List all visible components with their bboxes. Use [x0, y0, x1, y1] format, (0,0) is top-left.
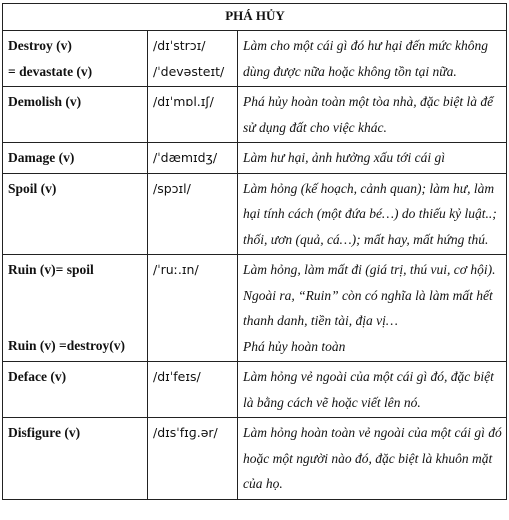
word-text: Destroy (v): [8, 38, 72, 53]
table-row: [3, 87, 507, 143]
ipa-cell: /dɪsˈfɪɡ.ər/: [148, 418, 238, 500]
word-cell: [3, 255, 148, 362]
ipa-text: /ˈdevəsteɪt/: [153, 63, 225, 79]
word-cell: Disfigure (v): [3, 418, 148, 500]
table-title: PHÁ HỦY: [3, 4, 507, 31]
meaning-cell: Làm hỏng vẻ ngoài của một cái gì đó, đặc biệt là bằng cách vẽ hoặc viết lên nó.: [238, 362, 507, 418]
word-cell: Damage (v): [3, 143, 148, 174]
meaning-text: Làm hỏng, làm mất đi (giá trị, thú vui, cơ hội). Ngoài ra, “Ruin” còn có nghĩa là làm mất hết thanh danh, tiền tài, địa vị…: [243, 262, 496, 328]
table-row: [3, 255, 507, 362]
word-cell: Spoil (v): [3, 173, 148, 255]
ipa-cell: [148, 31, 238, 87]
word-text: Ruin (v)= spoil: [8, 262, 94, 277]
meaning-cell: Phá hủy hoàn toàn một tòa nhà, đặc biệt là để sử dụng đất cho việc khác.: [238, 87, 507, 143]
ipa-cell: /spɔɪl/: [148, 173, 238, 255]
table-row: [3, 31, 507, 87]
meaning-text-extra: Phá hủy hoàn toàn: [243, 338, 346, 354]
meaning-cell: Làm cho một cái gì đó hư hại đến mức không dùng được nữa hoặc không tồn tại nữa.: [238, 31, 507, 87]
word-cell: [3, 31, 148, 87]
meaning-cell: Làm hỏng (kế hoạch, cảnh quan); làm hư, làm hại tính cách (một đứa bé…) do thiếu kỷ luật..; thối, ươn (quả, cá…); mất hay, mất hứng thú.: [238, 173, 507, 255]
ipa-cell: /ˈruː.ɪn/: [148, 255, 238, 362]
meaning-cell: Làm hỏng hoàn toàn vẻ ngoài của một cái gì đó hoặc một người nào đó, đặc biệt là khuôn mặt của họ.: [238, 418, 507, 500]
table-row: [3, 143, 507, 174]
table-row: [3, 362, 507, 418]
word-text: Ruin (v) =destroy(v): [8, 337, 125, 353]
table-header-row: [3, 4, 507, 31]
meaning-cell: [238, 255, 507, 362]
vocabulary-table: [2, 3, 507, 500]
meaning-cell: Làm hư hại, ảnh hưởng xấu tới cái gì: [238, 143, 507, 174]
ipa-text: /dɪˈstrɔɪ/: [153, 38, 206, 53]
ipa-cell: /dɪˈfeɪs/: [148, 362, 238, 418]
ipa-cell: /ˈdæmɪdʒ/: [148, 143, 238, 174]
synonym-text: = devastate (v): [8, 63, 93, 79]
table-row: [3, 173, 507, 255]
ipa-cell: /dɪˈmɒl.ɪʃ/: [148, 87, 238, 143]
table-row: [3, 418, 507, 500]
word-cell: Demolish (v): [3, 87, 148, 143]
word-cell: Deface (v): [3, 362, 148, 418]
